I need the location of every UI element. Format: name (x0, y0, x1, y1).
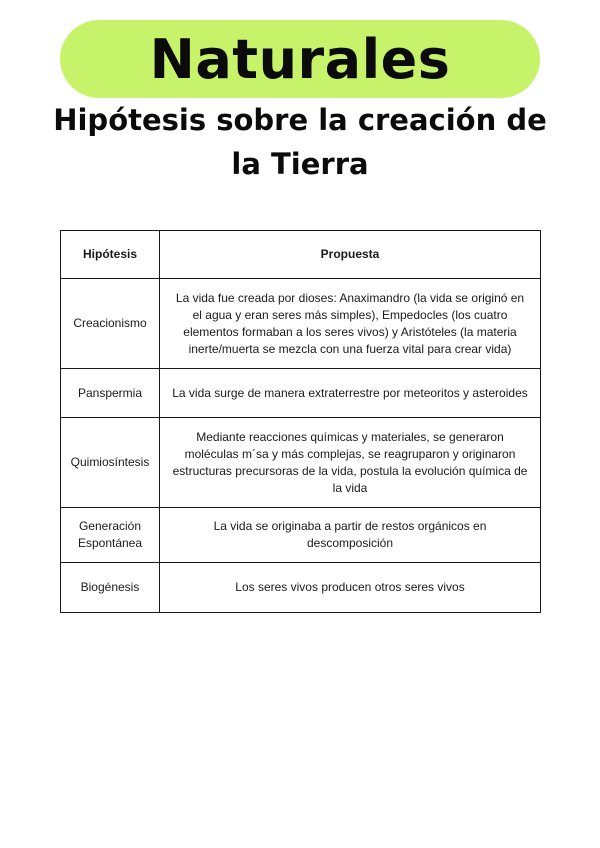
proposal-cell: La vida surge de manera extraterrestre por meteoritos y asteroides (160, 369, 541, 418)
proposal-cell: Los seres vivos producen otros seres vivos (160, 563, 541, 613)
title-banner (60, 20, 540, 98)
hypothesis-cell: Biogénesis (61, 563, 160, 613)
page-subtitle: Hipótesis sobre la creación de la Tierra (53, 103, 547, 181)
column-header-hypothesis: Hipótesis (61, 231, 160, 279)
hypothesis-cell: Generación Espontánea (61, 508, 160, 563)
banner-title: Naturales (149, 27, 451, 91)
hypothesis-cell: Panspermia (61, 369, 160, 418)
column-header-proposal: Propuesta (160, 231, 541, 279)
hypothesis-table-container (60, 230, 540, 613)
hypothesis-cell: Creacionismo (61, 279, 160, 369)
proposal-cell: La vida fue creada por dioses: Anaximandro (la vida se originó en el agua y eran seres más simples), Empedocles (los cuatro elementos formaban a los seres vivos) y Aristóteles (la materia inerte/muerta se mezcla con una fuerza vital para crear vida) (160, 279, 541, 369)
table-row (61, 563, 541, 613)
table-header-row (61, 231, 541, 279)
table-row (61, 508, 541, 563)
proposal-cell: Mediante reacciones químicas y materiales, se generaron moléculas m´sa y más complejas, se reagruparon y originaron estructuras precursoras de la vida, postula la evolución química de la vida (160, 418, 541, 508)
table-row (61, 418, 541, 508)
hypothesis-table (60, 230, 541, 613)
hypothesis-cell: Quimiosíntesis (61, 418, 160, 508)
proposal-cell: La vida se originaba a partir de restos orgánicos en descomposición (160, 508, 541, 563)
table-row (61, 279, 541, 369)
table-row (61, 369, 541, 418)
